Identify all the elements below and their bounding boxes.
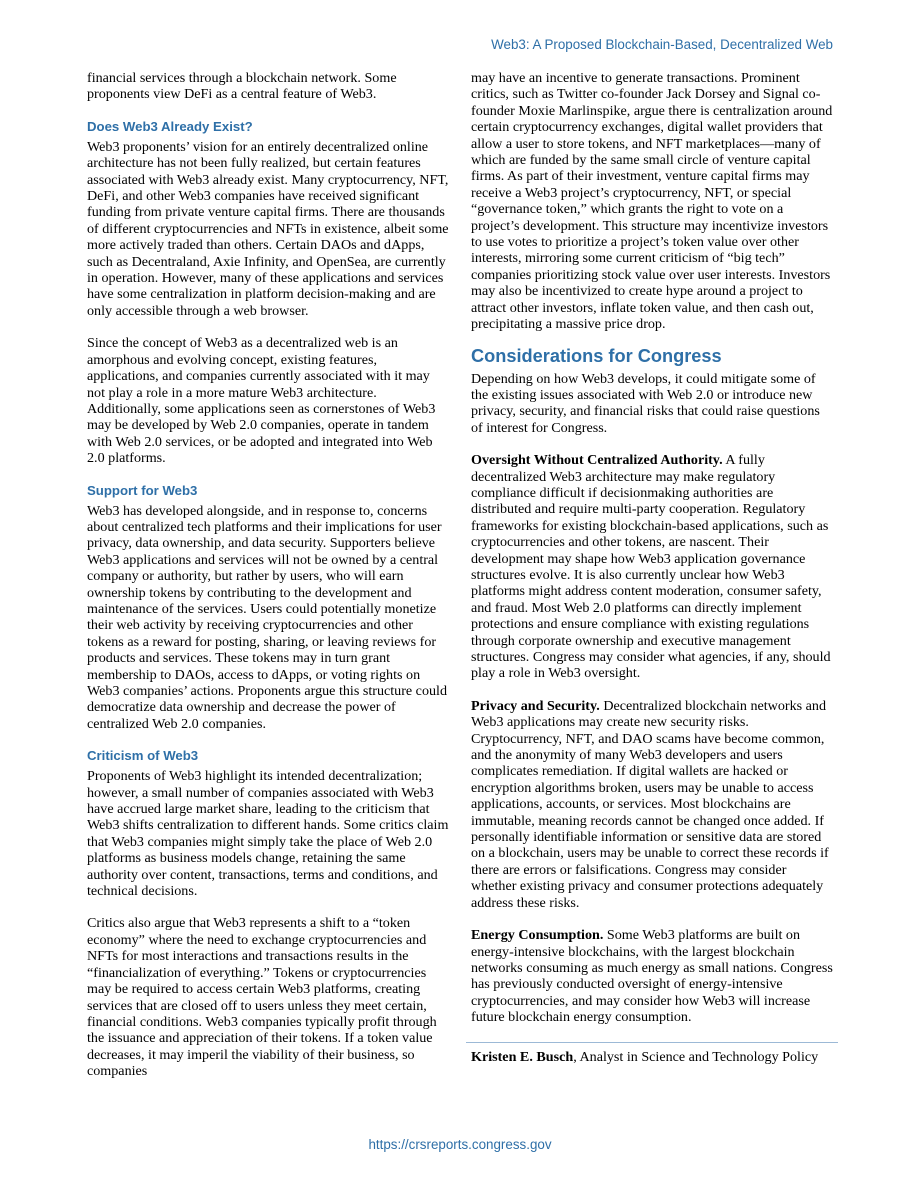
privacy-body: Decentralized blockchain networks and Web3 applications may create new security risks. Cryptocurrency, NFT, and DAO scams have become common, and the anonymity of many Web3 developers and users complicates remediation. If digital wallets are hacked or encryption algorithms broken, users may be unable to access applications, accounts, or services. Most blockchains are immutable, meaning records cannot be changed once added. If personally identifiable information or sensitive data are stored on a blockchain, users may be unable to correct these records if there are errors or falsifications. Congress may consider whether existing privacy and consumer protections adequately address these risks. (471, 697, 829, 911)
intro-continuation-paragraph: financial services through a blockchain network. Some proponents view DeFi as a central feature of Web3. (87, 70, 397, 103)
right-column (471, 70, 835, 1065)
does-web3-exist-paragraph-1: Web3 proponents’ vision for an entirely decentralized online architecture has not been fully realized, but certain features associated with Web3 already exist. Many cryptocurrency, NFT, DeFi, and other Web3 companies have received significant funding from private venture capital firms. There are thousands of different cryptocurrencies and NFTs in existence, albeit some more actively traded than others. Certain DAOs and dApps, such as Decentraland, Axie Infinity, and OpenSea, are currently in operation. However, many of these applications and services have some centralization in platform decision-making and are only accessible through a web browser. (87, 138, 449, 319)
author-title: , Analyst in Science and Technology Policy (573, 1048, 819, 1065)
criticism-heading: Criticism of Web3 (87, 748, 199, 764)
energy-paragraph (471, 927, 835, 1025)
criticism-continuation-paragraph: may have an incentive to generate transactions. Prominent critics, such as Twitter co-founder Jack Dorsey and Signal co-founder Moxie Marlinspike, argue there is centralization around certain cryptocurrency exchanges, digital wallet providers that allow a user to store tokens, and NFT marketplaces—many of which are funded by the same small circle of venture capital firms. As part of their investment, venture capital firms may receive a Web3 project’s cryptocurrency, NFT, or special “governance token,” which grants the right to vote on a project’s development. This structure may incentivize investors to use votes to prioritize a project’s token value over other interests, mirroring some current criticism of “big tech” companies prioritizing stock value over user interests. Investors may also be incentivized to create hype around a project to attract other investors, inflate token value, and then cash out, precipitating a massive price drop. (471, 70, 833, 333)
oversight-paragraph (471, 452, 835, 682)
author-credit (471, 1049, 835, 1065)
left-column (87, 70, 449, 1080)
support-heading: Support for Web3 (87, 482, 198, 498)
considerations-heading: Considerations for Congress (471, 345, 722, 366)
author-divider (466, 1042, 838, 1043)
oversight-lead-in: Oversight Without Centralized Authority. (471, 452, 723, 469)
footer-url-link[interactable]: https://crsreports.congress.gov (368, 1137, 552, 1152)
support-paragraph: Web3 has developed alongside, and in response to, concerns about centralized tech platforms and their implications for user privacy, data ownership, and data security. Supporters believe Web3 applications and services will not be owned by a central company or authority, but rather by users, who will earn ownership tokens by contributing to the development and maintenance of the services. Users could potentially monetize their web activity by receiving cryptocurrencies and other tokens as a reward for posting, sharing, or leaving reviews for products and services. These tokens may in turn grant membership to DAOs, access to dApps, or voting rights on Web3 companies’ actions. Proponents argue this structure could democratize data ownership and decrease the power of centralized Web 2.0 companies. (87, 502, 447, 732)
does-web3-exist-heading: Does Web3 Already Exist? (87, 118, 253, 134)
privacy-lead-in: Privacy and Security. (471, 697, 600, 714)
oversight-body: A fully decentralized Web3 architecture may make regulatory compliance difficult if decisionmaking authorities are distributed and require multi-party cooperation. Regulatory frameworks for existing blockchain-based applications, such as cryptocurrencies and other tokens, are nascent. Their development may shape how Web3 application governance structures evolve. It is also currently unclear how Web3 platforms might address content moderation, consumer safety, and fraud. Most Web 2.0 platforms can directly implement protections and ensure compliance with existing regulations through corporate ownership and executive management structures. Congress may consider what agencies, if any, should play a role in Web3 oversight. (471, 452, 831, 682)
privacy-paragraph (471, 698, 835, 911)
running-header-title: Web3: A Proposed Blockchain-Based, Decentralized Web (491, 37, 833, 52)
energy-lead-in: Energy Consumption. (471, 927, 604, 944)
criticism-paragraph-2: Critics also argue that Web3 represents a shift to a “token economy” where the need to exchange cryptocurrencies and NFTs for most interactions and transactions results in the “financialization of everything.” Tokens or cryptocurrencies may be required to access certain Web3 platforms, creating services that are closed off to users unless they meet certain, financial conditions. Web3 companies typically profit through the issuance and appreciation of their tokens. If a token value decreases, it may imperil the viability of their business, so companies (87, 915, 437, 1080)
criticism-paragraph-1: Proponents of Web3 highlight its intended decentralization; however, a small number of companies associated with Web3 have accrued large market share, leading to the criticism that Web3 shifts centralization to different hands. Some critics claim that Web3 companies might simply take the place of Web 2.0 platforms as business models change, retaining the same authority over content, transactions, terms and conditions, and technical decisions. (87, 768, 449, 900)
author-name: Kristen E. Busch (471, 1048, 574, 1065)
considerations-intro-paragraph: Depending on how Web3 develops, it could mitigate some of the existing issues associated with Web 2.0 or introduce new privacy, security, and financial risks that could raise questions of interest for Congress. (471, 370, 820, 436)
does-web3-exist-paragraph-2: Since the concept of Web3 as a decentralized web is an amorphous and evolving concept, existing features, applications, and companies currently associated with it may not play a role in a more mature Web3 architecture. Additionally, some applications seen as cornerstones of Web3 may be developed by Web 2.0 companies, operate in tandem with Web 2.0 services, or be adopted and integrated into Web 2.0 platforms. (87, 335, 436, 467)
energy-body: Some Web3 platforms are built on energy-intensive blockchains, with the largest blockchain networks consuming as much energy as small nations. Congress has previously conducted oversight of energy-intensive cryptocurrencies, and may consider how Web3 will increase future blockchain energy consumption. (471, 927, 833, 1026)
